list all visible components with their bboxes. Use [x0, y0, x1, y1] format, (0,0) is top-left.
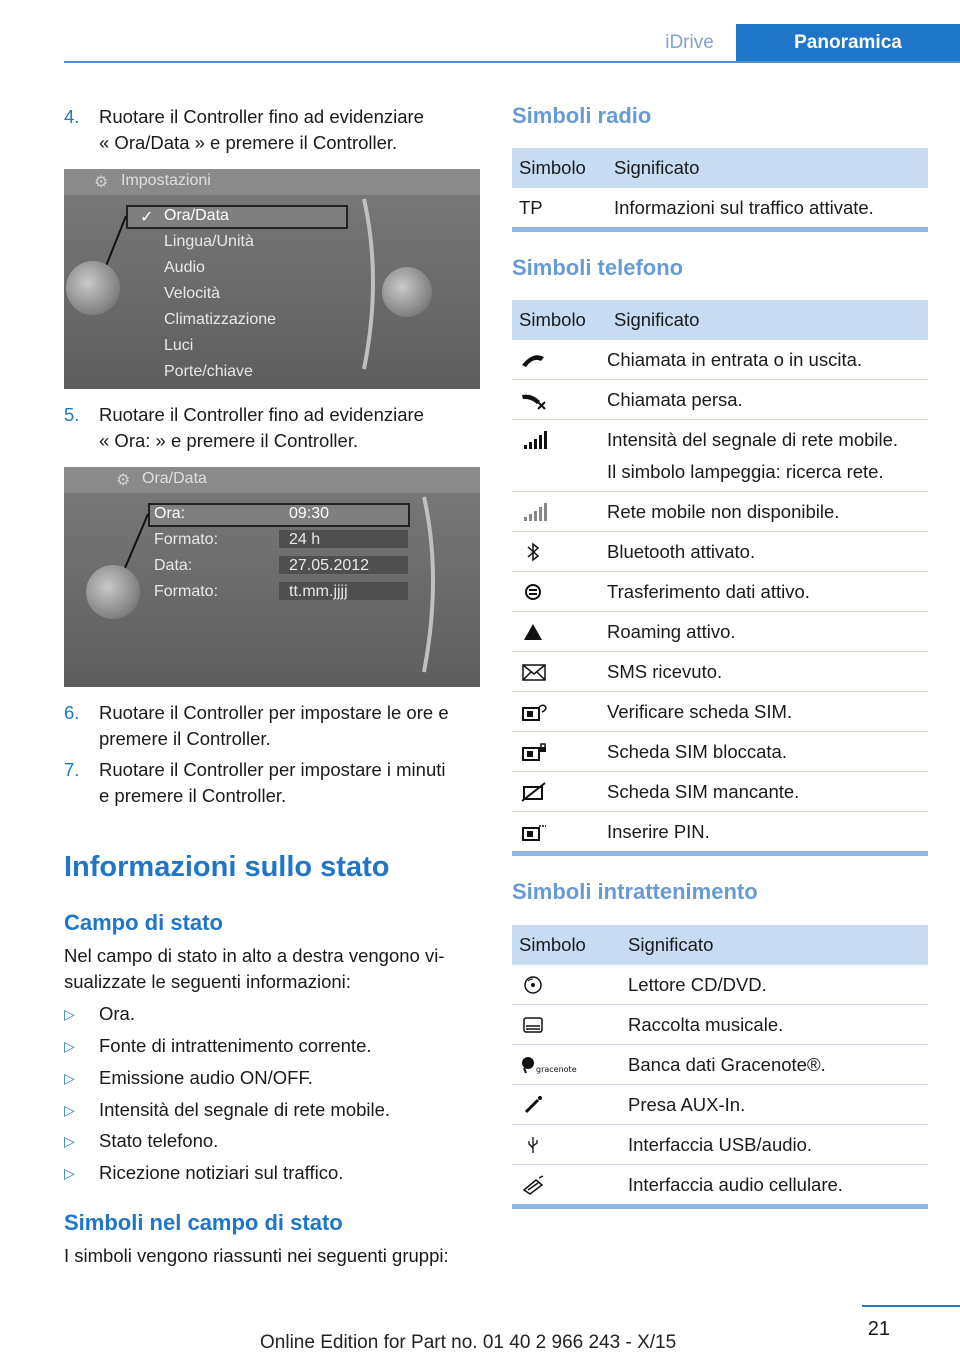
meaning-text: Roaming attivo.	[607, 621, 736, 642]
table-row	[512, 612, 928, 652]
meaning-text: Bluetooth attivato.	[607, 541, 756, 562]
meaning-text: Trasferimento dati attivo.	[607, 581, 810, 602]
subsection-title: Campo di stato	[64, 910, 223, 935]
table-row	[512, 652, 928, 692]
sim-locked-icon	[518, 741, 548, 763]
list-item-text: Intensità del segnale di rete mobile.	[99, 1099, 391, 1120]
step-text: e premere il Controller.	[99, 785, 287, 806]
table-row	[512, 188, 928, 227]
meaning-text: Rete mobile non disponibile.	[607, 501, 840, 522]
paragraph: I simboli vengono riassunti nei seguenti gruppi:	[64, 1245, 449, 1266]
controller-right-icon	[382, 267, 432, 317]
table-row	[512, 1005, 928, 1045]
column-header: Simbolo	[519, 934, 586, 955]
field-value: 09:30	[289, 505, 330, 522]
paragraph-line: Nel campo di stato in alto a destra vengono vi-	[64, 945, 445, 966]
edition-footer: Online Edition for Part no. 01 40 2 966 243 - X/15	[260, 1332, 677, 1353]
bullet-arrow-icon: ▷	[64, 1006, 75, 1022]
sms-icon	[518, 661, 548, 683]
gracenote-icon	[518, 1054, 588, 1076]
meaning-text: Il simbolo lampeggia: ricerca rete.	[607, 461, 884, 482]
field-label: Ora:	[154, 505, 186, 522]
menu-item: Lingua/Unità	[164, 233, 254, 250]
meaning-text: Informazioni sul traffico attivate.	[614, 197, 874, 218]
controller-dial-icon	[86, 565, 140, 619]
field-label: Formato:	[154, 583, 219, 600]
check-icon: ✓	[140, 209, 154, 226]
column-header: Significato	[628, 934, 714, 955]
bullet-arrow-icon: ▷	[64, 1038, 75, 1054]
data-transfer-icon	[518, 581, 548, 603]
table-row	[512, 692, 928, 732]
table-row	[512, 1125, 928, 1165]
step-text: Ruotare il Controller per impostare i minuti	[99, 759, 446, 780]
table-header	[512, 148, 928, 188]
table-row	[512, 772, 928, 812]
list-item-text: Fonte di intrattenimento corrente.	[99, 1035, 372, 1056]
table-row	[512, 420, 928, 492]
usb-icon	[518, 1134, 548, 1156]
cd-dvd-icon	[518, 974, 548, 996]
meaning-text: Chiamata persa.	[607, 389, 743, 410]
menu-item: Climatizzazione	[164, 311, 277, 328]
controller-dial-icon	[66, 261, 120, 315]
table-row	[512, 1045, 928, 1085]
list-item-text: Stato telefono.	[99, 1130, 219, 1151]
header-section-label: iDrive	[665, 32, 714, 53]
meaning-text: Banca dati Gracenote®.	[628, 1054, 826, 1075]
step-number: 6.	[64, 702, 80, 723]
meaning-text: Intensità del segnale di rete mobile.	[607, 429, 899, 450]
page-number-rule	[862, 1305, 960, 1307]
symbol-text: TP	[519, 197, 543, 218]
meaning-text: Verificare scheda SIM.	[607, 701, 793, 722]
list-item-text: Ricezione notiziari sul traffico.	[99, 1162, 344, 1183]
sim-missing-icon	[518, 781, 548, 803]
field-value: 27.05.2012	[289, 557, 370, 574]
idrive-screen-date-time	[64, 467, 480, 687]
table-row	[512, 572, 928, 612]
meaning-text: Interfaccia USB/audio.	[628, 1134, 813, 1155]
step-text: « Ora/Data » e premere il Controller.	[99, 132, 398, 153]
step-4	[64, 104, 484, 156]
radio-symbols-title: Simboli radio	[512, 103, 652, 128]
subsection-title: Simboli nel campo di stato	[64, 1210, 343, 1235]
table-row	[512, 732, 928, 772]
table-row	[512, 492, 928, 532]
section-title: Informazioni sullo stato	[64, 851, 390, 883]
radio-symbols-table	[512, 148, 928, 232]
bluetooth-icon	[518, 541, 548, 563]
list-item-text: Emissione audio ON/OFF.	[99, 1067, 313, 1088]
step-number: 5.	[64, 404, 80, 425]
field-label: Formato:	[154, 531, 219, 548]
list-item	[64, 1001, 484, 1027]
list-item	[64, 1128, 484, 1154]
menu-item: Velocità	[164, 285, 221, 302]
table-row	[512, 1085, 928, 1125]
menu-item: Audio	[164, 259, 205, 276]
paragraph	[64, 943, 484, 995]
meaning-text: Chiamata in entrata o in uscita.	[607, 349, 863, 370]
meaning-text: Presa AUX-In.	[628, 1094, 746, 1115]
bullet-arrow-icon: ▷	[64, 1133, 75, 1149]
enter-pin-icon	[518, 821, 548, 843]
bullet-arrow-icon: ▷	[64, 1070, 75, 1086]
step-6	[64, 700, 484, 752]
meaning-text: Scheda SIM bloccata.	[607, 741, 787, 762]
entertainment-symbols-table	[512, 925, 928, 1209]
meaning-text: Raccolta musicale.	[628, 1014, 784, 1035]
column-header: Significato	[614, 309, 700, 330]
list-item-text: Ora.	[99, 1003, 135, 1024]
phone-call-icon	[518, 349, 548, 371]
menu-item: Porte/chiave	[164, 363, 253, 380]
meaning-text: Interfaccia audio cellulare.	[628, 1174, 843, 1195]
table-end-rule	[512, 851, 928, 856]
meaning-text: Lettore CD/DVD.	[628, 974, 767, 995]
header-active-tab: Panoramica	[736, 24, 960, 62]
phone-symbols-title: Simboli telefono	[512, 255, 684, 280]
step-text: Ruotare il Controller fino ad evidenziare	[99, 404, 424, 425]
signal-strength-icon	[518, 429, 548, 451]
phone-symbols-table	[512, 300, 928, 856]
field-value: 24 h	[289, 531, 321, 548]
screen-title: Ora/Data	[142, 470, 207, 487]
bullet-arrow-icon: ▷	[64, 1165, 75, 1181]
step-text: Ruotare il Controller per impostare le ore e	[99, 702, 449, 723]
menu-item: Luci	[164, 337, 194, 354]
column-header: Significato	[614, 157, 700, 178]
table-row	[512, 340, 928, 380]
menu-item: Ora/Data	[164, 207, 229, 224]
meaning-text: Inserire PIN.	[607, 821, 710, 842]
step-7	[64, 757, 484, 809]
gear-icon: ⚙	[116, 472, 131, 489]
column-header: Simbolo	[519, 157, 586, 178]
music-collection-icon	[518, 1014, 548, 1036]
table-row	[512, 380, 928, 420]
meaning-text: SMS ricevuto.	[607, 661, 723, 682]
list-item	[64, 1160, 484, 1186]
paragraph-line: sualizzate le seguenti informazioni:	[64, 971, 351, 992]
step-number: 7.	[64, 759, 80, 780]
table-row	[512, 532, 928, 572]
list-item	[64, 1033, 484, 1059]
step-text: Ruotare il Controller fino ad evidenziare	[99, 106, 424, 127]
list-item	[64, 1065, 484, 1091]
idrive-screen-settings	[64, 169, 480, 389]
screen-title: Impostazioni	[121, 172, 211, 189]
aux-in-icon	[518, 1094, 548, 1116]
table-row	[512, 1165, 928, 1204]
table-row	[512, 812, 928, 851]
step-number: 4.	[64, 106, 80, 127]
step-5	[64, 402, 484, 454]
list-item	[64, 1097, 484, 1123]
column-header: Simbolo	[519, 309, 586, 330]
field-label: Data:	[154, 557, 193, 574]
missed-call-icon	[518, 389, 548, 411]
page-number: 21	[867, 1318, 890, 1340]
roaming-icon	[518, 621, 548, 643]
svg-text:gracenote: gracenote	[536, 1065, 577, 1074]
step-text: premere il Controller.	[99, 728, 271, 749]
sim-check-icon	[518, 701, 548, 723]
table-header	[512, 925, 928, 965]
mobile-audio-icon	[518, 1174, 548, 1196]
header-rule	[64, 61, 960, 63]
gear-icon: ⚙	[94, 174, 109, 191]
step-text: « Ora: » e premere il Controller.	[99, 430, 359, 451]
entertainment-symbols-title: Simboli intrattenimento	[512, 879, 758, 904]
table-header	[512, 300, 928, 340]
field-value: tt.mm.jjjj	[289, 583, 348, 600]
meaning-text: Scheda SIM mancante.	[607, 781, 800, 802]
bullet-arrow-icon: ▷	[64, 1102, 75, 1118]
table-row	[512, 965, 928, 1005]
no-network-icon	[518, 501, 548, 523]
